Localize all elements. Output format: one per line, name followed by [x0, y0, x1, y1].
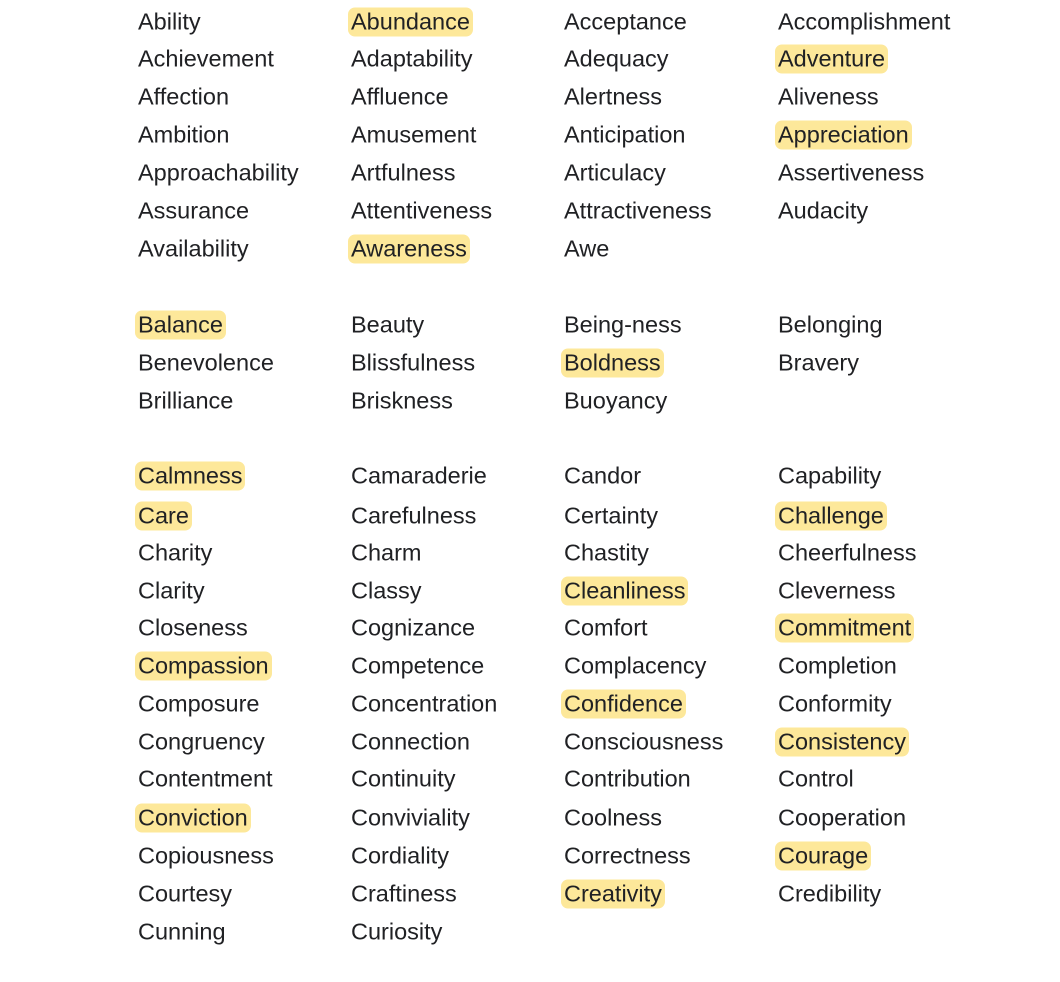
word: Approachability — [138, 159, 299, 186]
word: Assurance — [138, 197, 250, 224]
word: Credibility — [778, 880, 882, 907]
word: Candor — [564, 462, 642, 489]
word: Concentration — [351, 690, 498, 717]
word: Capability — [778, 462, 882, 489]
highlighted-word: Courage — [775, 842, 871, 871]
word: Beauty — [351, 311, 425, 338]
word: Clarity — [138, 577, 205, 604]
highlighted-word: Adventure — [775, 45, 888, 74]
word: Cheerfulness — [778, 539, 917, 566]
word: Attentiveness — [351, 197, 493, 224]
word: Belonging — [778, 311, 883, 338]
word: Blissfulness — [351, 349, 476, 376]
word: Composure — [138, 690, 260, 717]
word: Anticipation — [564, 121, 686, 148]
word: Conviviality — [351, 804, 470, 831]
word: Accomplishment — [778, 8, 951, 35]
word: Assertiveness — [778, 159, 925, 186]
highlighted-word: Challenge — [775, 502, 887, 531]
word: Certainty — [564, 502, 659, 529]
highlighted-word: Appreciation — [775, 121, 912, 150]
word: Affluence — [351, 83, 449, 110]
word: Ambition — [138, 121, 230, 148]
word: Availability — [138, 235, 249, 262]
word: Consciousness — [564, 728, 724, 755]
word: Competence — [351, 652, 485, 679]
word: Connection — [351, 728, 470, 755]
word: Curiosity — [351, 918, 443, 945]
highlighted-word: Abundance — [348, 8, 473, 37]
word: Audacity — [778, 197, 869, 224]
word: Charity — [138, 539, 213, 566]
word: Contentment — [138, 765, 273, 792]
highlighted-word: Conviction — [135, 804, 251, 833]
word: Bravery — [778, 349, 859, 376]
word: Acceptance — [564, 8, 687, 35]
highlighted-word: Confidence — [561, 690, 686, 719]
word: Ability — [138, 8, 201, 35]
word: Cunning — [138, 918, 226, 945]
word: Craftiness — [351, 880, 457, 907]
word: Amusement — [351, 121, 477, 148]
highlighted-word: Cleanliness — [561, 577, 688, 606]
word: Camaraderie — [351, 462, 487, 489]
word: Continuity — [351, 765, 456, 792]
word: Comfort — [564, 614, 648, 641]
word: Awe — [564, 235, 610, 262]
word: Brilliance — [138, 387, 234, 414]
word: Contribution — [564, 765, 691, 792]
word: Articulacy — [564, 159, 666, 186]
word: Buoyancy — [564, 387, 668, 414]
word: Chastity — [564, 539, 649, 566]
word: Being-ness — [564, 311, 682, 338]
highlighted-word: Creativity — [561, 880, 665, 909]
word: Classy — [351, 577, 422, 604]
word: Briskness — [351, 387, 453, 414]
word: Alertness — [564, 83, 662, 110]
word: Adaptability — [351, 45, 473, 72]
word: Copiousness — [138, 842, 274, 869]
word: Cognizance — [351, 614, 476, 641]
highlighted-word: Awareness — [348, 235, 470, 264]
highlighted-word: Calmness — [135, 462, 245, 491]
word: Charm — [351, 539, 422, 566]
word: Closeness — [138, 614, 248, 641]
word: Aliveness — [778, 83, 879, 110]
highlighted-word: Care — [135, 502, 192, 531]
word: Congruency — [138, 728, 265, 755]
highlighted-word: Commitment — [775, 614, 914, 643]
word: Conformity — [778, 690, 892, 717]
word: Complacency — [564, 652, 707, 679]
word: Control — [778, 765, 854, 792]
word: Correctness — [564, 842, 691, 869]
highlighted-word: Consistency — [775, 728, 909, 757]
word: Cooperation — [778, 804, 907, 831]
word: Completion — [778, 652, 897, 679]
word: Carefulness — [351, 502, 477, 529]
word: Coolness — [564, 804, 662, 831]
word: Cordiality — [351, 842, 449, 869]
highlighted-word: Compassion — [135, 652, 272, 681]
word: Affection — [138, 83, 230, 110]
word: Attractiveness — [564, 197, 712, 224]
highlighted-word: Boldness — [561, 349, 664, 378]
highlighted-word: Balance — [135, 311, 226, 340]
word: Benevolence — [138, 349, 274, 376]
word: Cleverness — [778, 577, 896, 604]
word: Artfulness — [351, 159, 456, 186]
word: Adequacy — [564, 45, 669, 72]
word: Courtesy — [138, 880, 233, 907]
word: Achievement — [138, 45, 274, 72]
